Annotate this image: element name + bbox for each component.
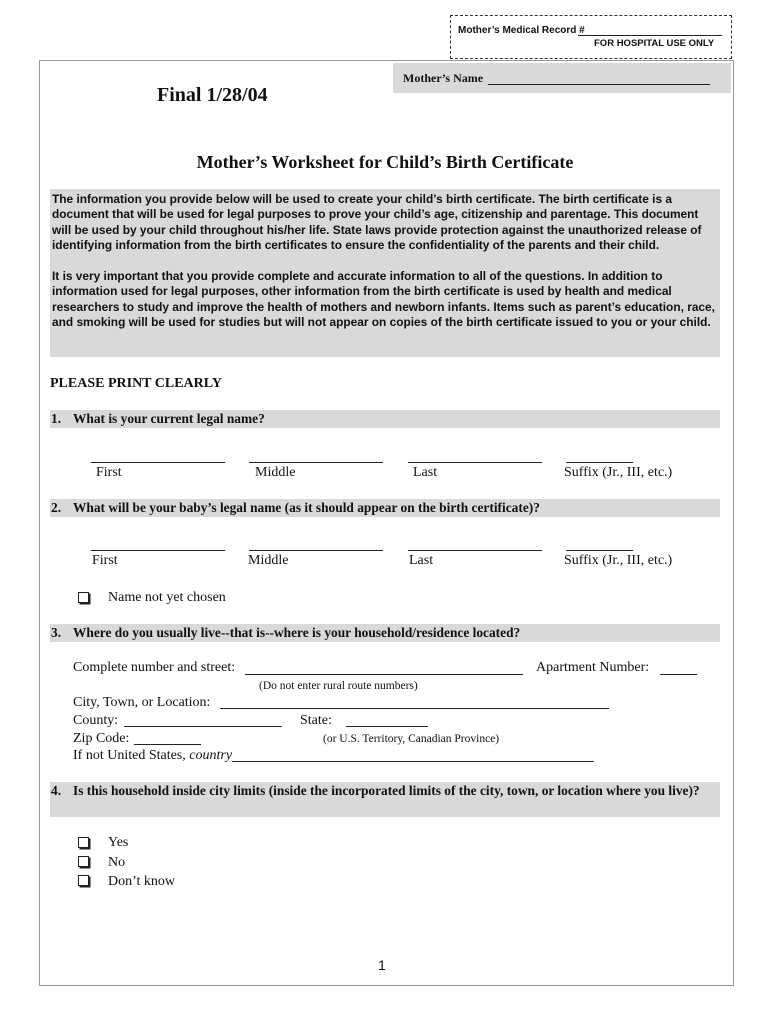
city-label: City, Town, or Location: — [73, 695, 211, 710]
country-word: country — [189, 748, 233, 763]
q2-last-label: Last — [409, 553, 434, 568]
question-3-text: Where do you usually live--that is--where is your household/residence located? — [73, 625, 521, 640]
city-field[interactable] — [220, 708, 609, 709]
q1-middle-name-field[interactable] — [249, 462, 383, 463]
print-clearly-heading: PLEASE PRINT CLEARLY — [50, 376, 222, 391]
street-field[interactable] — [245, 674, 523, 675]
q1-suffix-field[interactable] — [566, 462, 633, 463]
dont-know-checkbox[interactable] — [78, 875, 89, 886]
question-1-number: 1. — [51, 411, 62, 426]
medical-record-field[interactable] — [578, 35, 722, 36]
question-3-number: 3. — [51, 625, 62, 640]
intro-paragraph-1: The information you provide below will be used to create your child’s birth certificate. The birth certificate is a document that will be used for legal purposes to prove your child’s age, citizenship and parentage. This document will be used by your child throughout his/her life. State laws provide protection against the unauthorized release of identifying information from the birth certificates to ensure the confidentiality of the parents and their child. — [52, 192, 702, 252]
question-1-text: What is your current legal name? — [73, 411, 265, 426]
hospital-use-box — [450, 15, 732, 59]
name-not-chosen-label: Name not yet chosen — [108, 590, 226, 605]
name-not-chosen-checkbox[interactable] — [78, 592, 89, 603]
question-2-text: What will be your baby’s legal name (as it should appear on the birth certificate)? — [73, 500, 540, 515]
hospital-use-label: FOR HOSPITAL USE ONLY — [594, 38, 715, 49]
q1-middle-label: Middle — [255, 465, 296, 480]
q2-last-name-field[interactable] — [408, 550, 542, 551]
county-label: County: — [73, 713, 119, 728]
question-4-number: 4. — [51, 783, 62, 798]
territory-note: (or U.S. Territory, Canadian Province) — [323, 733, 500, 745]
yes-label: Yes — [108, 835, 129, 850]
yes-checkbox[interactable] — [78, 837, 89, 848]
q2-suffix-label: Suffix (Jr., III, etc.) — [564, 553, 673, 568]
q2-suffix-field[interactable] — [566, 550, 633, 551]
question-4-bar — [50, 782, 720, 817]
apartment-field[interactable] — [660, 674, 697, 675]
medical-record-label: Mother’s Medical Record # — [458, 25, 585, 36]
page-title: Mother’s Worksheet for Child’s Birth Certificate — [196, 152, 574, 172]
zip-label: Zip Code: — [73, 731, 130, 746]
q1-last-name-field[interactable] — [408, 462, 542, 463]
rural-route-note: (Do not enter rural route numbers) — [259, 680, 418, 692]
county-field[interactable] — [124, 726, 282, 727]
country-field[interactable] — [232, 761, 594, 762]
q2-first-label: First — [92, 553, 118, 568]
state-label: State: — [300, 713, 332, 728]
no-label: No — [108, 855, 126, 870]
mother-name-field[interactable] — [488, 84, 710, 85]
question-2-bar — [50, 499, 720, 517]
intro-paragraph-2: It is very important that you provide complete and accurate information to all of the questions. In addition to information used for legal purposes, other information from the birth certificate is used by health and medical researchers to study and improve the health of mothers and newborn infants. Items such as parent’s education, race, and smoking will be used for studies but will not appear on copies of the birth certificate issued to you or your child. — [52, 269, 715, 330]
street-label: Complete number and street: — [73, 660, 236, 675]
q2-first-name-field[interactable] — [91, 550, 225, 551]
q1-first-name-field[interactable] — [91, 462, 225, 463]
zip-field[interactable] — [134, 744, 201, 745]
question-3-bar — [50, 624, 720, 642]
country-label — [73, 748, 232, 764]
q1-first-label: First — [96, 465, 122, 480]
q1-last-label: Last — [413, 465, 438, 480]
dont-know-label: Don’t know — [108, 874, 176, 889]
apartment-label: Apartment Number: — [536, 660, 650, 675]
state-field[interactable] — [346, 726, 428, 727]
mother-name-label: Mother’s Name — [403, 71, 484, 85]
intro-box — [50, 189, 720, 357]
q2-middle-label: Middle — [248, 553, 289, 568]
question-1-bar — [50, 410, 720, 428]
question-4-text: Is this household inside city limits (inside the incorporated limits of the city, town, or location where you live)? — [73, 783, 700, 798]
question-2-number: 2. — [51, 500, 62, 515]
page-number: 1 — [378, 957, 386, 973]
q1-suffix-label: Suffix (Jr., III, etc.) — [564, 465, 673, 480]
country-prefix: If not United States, — [73, 748, 186, 763]
q2-middle-name-field[interactable] — [249, 550, 383, 551]
no-checkbox[interactable] — [78, 856, 89, 867]
final-date-label: Final 1/28/04 — [157, 84, 268, 106]
